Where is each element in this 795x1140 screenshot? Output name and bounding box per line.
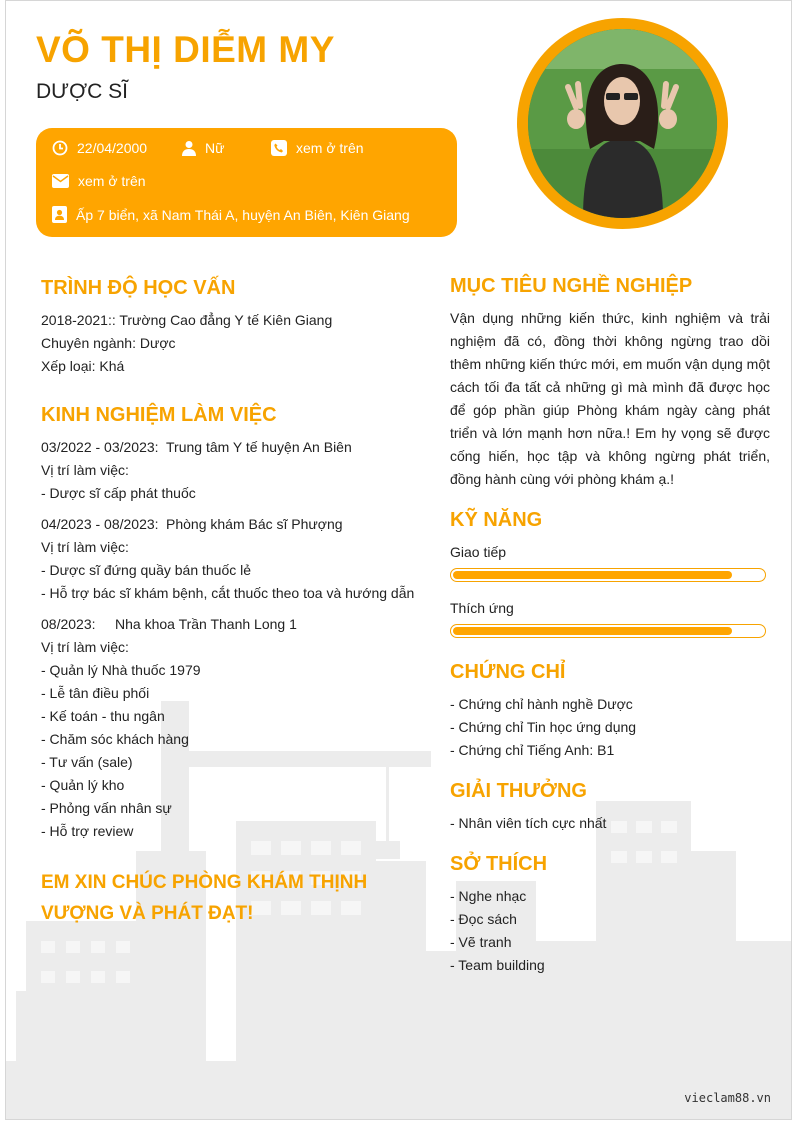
phone-icon (271, 140, 287, 156)
objective-heading: MỤC TIÊU NGHỀ NGHIỆP (450, 275, 693, 297)
education-line: Xếp loại: Khá (41, 358, 125, 374)
job-period: 08/2023: (41, 616, 96, 632)
job-detail: Vị trí làm việc: (41, 539, 129, 555)
job-detail: - Quản lý Nhà thuốc 1979 (41, 662, 201, 678)
certificates-heading: CHỨNG CHỈ (450, 661, 566, 683)
education-line: 2018-2021:: Trường Cao đẳng Y tế Kiên Giang (41, 312, 333, 328)
address-item (52, 206, 410, 223)
award-item: - Nhân viên tích cực nhất (450, 815, 607, 831)
job-place: Nha khoa Trần Thanh Long 1 (115, 616, 297, 632)
candidate-name: VÕ THỊ DIỄM MY (36, 29, 335, 70)
address-card-icon (52, 206, 67, 223)
job-detail: - Dược sĩ đứng quầy bán thuốc lẻ (41, 562, 252, 578)
gender-text: Nữ (205, 140, 225, 156)
profile-photo-frame (517, 18, 728, 229)
skill-bar (450, 624, 766, 638)
hobby-item: - Team building (450, 957, 545, 973)
objective-text: Vận dụng những kiến thức, kinh nghiệm và trải nghiệm đã có, đồng thời không ngừng trao dồi thêm những kiến thức mới, em muốn vận dụng một cách tối đa tất cả những gì mà mình đã được học để góp phần giúp Phòng khám ngày càng phát triển và lớn mạnh hơn nữa.! Em hy vọng sẽ được cống hiến, học tập và không ngừng phát triển, đồng hành cùng với phòng khám ạ.! (450, 310, 770, 487)
job-period: 04/2023 - 08/2023: (41, 516, 159, 532)
phone-text: xem ở trên (296, 140, 364, 156)
job-detail: - Kế toán - thu ngân (41, 708, 165, 724)
dob-text: 22/04/2000 (77, 140, 148, 156)
closing-message: EM XIN CHÚC PHÒNG KHÁM THỊNH VƯỢNG VÀ PHÁT ĐẠT! (41, 872, 368, 924)
job-detail: Vị trí làm việc: (41, 639, 129, 655)
cv-page (5, 0, 792, 1120)
profile-photo (528, 29, 717, 218)
job-detail: Vị trí làm việc: (41, 462, 129, 478)
gender-item (182, 140, 224, 156)
skill-bar-fill (453, 571, 732, 579)
awards-heading: GIẢI THƯỞNG (450, 780, 587, 802)
calendar-icon (52, 140, 68, 156)
job-detail: - Phỏng vấn nhân sự (41, 800, 172, 816)
phone-item (271, 140, 364, 156)
email-item (52, 173, 146, 189)
job-detail: - Dược sĩ cấp phát thuốc (41, 485, 196, 501)
hobby-item: - Vẽ tranh (450, 934, 512, 950)
skill-bar-fill (453, 627, 732, 635)
hobby-item: - Nghe nhạc (450, 888, 527, 904)
experience-heading: KINH NGHIỆM LÀM VIỆC (41, 404, 277, 426)
job-title: DƯỢC SĨ (36, 80, 128, 103)
certificate-item: - Chứng chỉ hành nghề Dược (450, 696, 633, 712)
job-place: Phòng khám Bác sĩ Phượng (166, 516, 343, 532)
skills-heading: KỸ NĂNG (450, 509, 543, 531)
address-text: Ấp 7 biển, xã Nam Thái A, huyện An Biên, Kiên Giang (76, 206, 410, 223)
hobbies-heading: SỞ THÍCH (450, 853, 548, 875)
job-detail: - Chăm sóc khách hàng (41, 731, 189, 747)
site-watermark[interactable]: vieclam88.vn (684, 1091, 771, 1105)
job-place: Trung tâm Y tế huyện An Biên (166, 439, 352, 455)
job-detail: - Hỗ trợ bác sĩ khám bệnh, cắt thuốc theo toa và hướng dẫn (41, 585, 415, 601)
job-detail: - Lễ tân điều phối (41, 685, 150, 701)
job-detail: - Hỗ trợ review (41, 823, 134, 839)
skill-bar (450, 568, 766, 582)
job-period: 03/2022 - 03/2023: (41, 439, 159, 455)
hobby-item: - Đọc sách (450, 911, 517, 927)
skill-label: Giao tiếp (450, 544, 507, 560)
contact-info-box (36, 128, 457, 237)
education-heading: TRÌNH ĐỘ HỌC VẤN (41, 277, 236, 299)
job-detail: - Quản lý kho (41, 777, 125, 793)
dob-item (52, 140, 147, 156)
job-detail: - Tư vấn (sale) (41, 754, 133, 770)
certificate-item: - Chứng chỉ Tiếng Anh: B1 (450, 742, 615, 758)
education-line: Chuyên ngành: Dược (41, 335, 176, 351)
skill-label: Thích ứng (450, 600, 514, 616)
envelope-icon (52, 174, 69, 188)
certificate-item: - Chứng chỉ Tin học ứng dụng (450, 719, 637, 735)
user-icon (182, 140, 196, 156)
email-text: xem ở trên (78, 173, 146, 189)
